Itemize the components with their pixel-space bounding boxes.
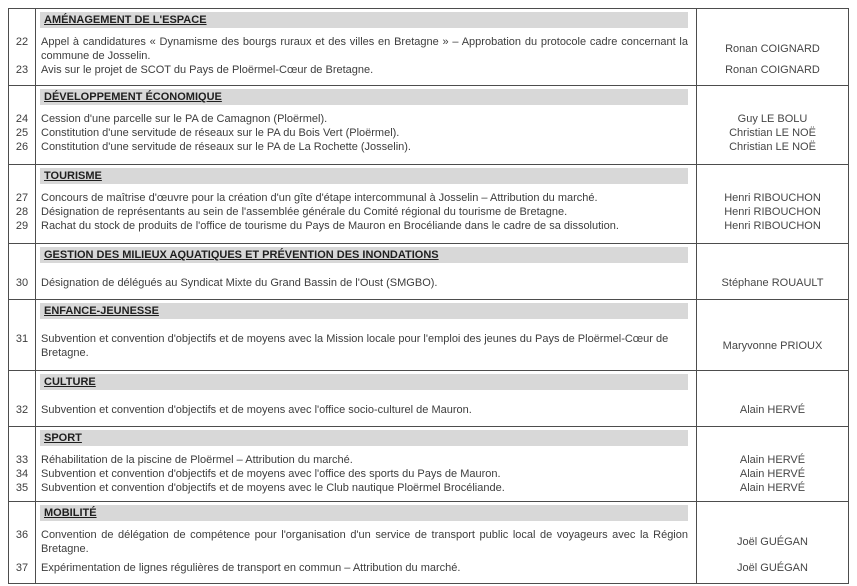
section-header-cell <box>36 427 696 453</box>
item-number: 27 <box>9 191 36 205</box>
item-rapporteur: Henri RIBOUCHON <box>696 205 848 219</box>
agenda-item-row <box>9 276 848 299</box>
item-text: Constitution d'une servitude de réseaux sur le PA de La Rochette (Josselin). <box>41 141 411 153</box>
section-header-row <box>9 86 848 112</box>
section-gestion-milieux-aquatiques <box>9 243 848 299</box>
section-developpement-economique <box>9 85 848 164</box>
item-rapporteur: Alain HERVÉ <box>696 481 848 501</box>
item-rapporteur: Henri RIBOUCHON <box>696 191 848 205</box>
agenda-table <box>8 8 849 584</box>
item-text: Subvention et convention d'objectifs et de moyens avec le Club nautique Ploërmel Brocéliande. <box>41 482 505 494</box>
rapporteur-column-spacer <box>696 300 848 332</box>
item-text: Réhabilitation de la piscine de Ploërmel – Attribution du marché. <box>41 454 353 466</box>
item-text: Subvention et convention d'objectifs et de moyens avec l'office socio-culturel de Mauron. <box>41 404 472 416</box>
section-header-cell <box>36 86 696 112</box>
item-number: 23 <box>9 63 36 85</box>
item-number: 33 <box>9 453 36 467</box>
section-header-cell <box>36 9 696 35</box>
number-column-spacer <box>9 502 36 528</box>
item-number: 31 <box>9 332 36 370</box>
item-text: Subvention et convention d'objectifs et de moyens avec la Mission locale pour l'emploi des jeunes du Pays de Ploërmel-Cœur de Bretagne. <box>41 333 669 359</box>
item-rapporteur: Joël GUÉGAN <box>696 528 848 556</box>
section-title: TOURISME <box>40 168 688 184</box>
item-text: Désignation de délégués au Syndicat Mixte du Grand Bassin de l'Oust (SMGBO). <box>41 277 438 289</box>
agenda-item-row <box>9 126 848 140</box>
agenda-item-row <box>9 35 848 63</box>
section-header-row <box>9 427 848 453</box>
item-text: Convention de délégation de compétence pour l'organisation d'un service de transport public local de voyageurs avec la Région Bretagne. <box>41 529 688 555</box>
section-tourisme <box>9 164 848 243</box>
agenda-item-row <box>9 112 848 126</box>
agenda-item-row <box>9 219 848 243</box>
item-number: 34 <box>9 467 36 481</box>
agenda-item-row <box>9 467 848 481</box>
section-title: DÉVELOPPEMENT ÉCONOMIQUE <box>40 89 688 105</box>
item-text: Avis sur le projet de SCOT du Pays de Ploërmel-Cœur de Bretagne. <box>41 64 374 76</box>
agenda-item-row <box>9 191 848 205</box>
section-title: CULTURE <box>40 374 688 390</box>
section-header-cell <box>36 371 696 403</box>
section-header-row <box>9 502 848 528</box>
item-number: 24 <box>9 112 36 126</box>
item-text: Rachat du stock de produits de l'office de tourisme du Pays de Mauron en Brocéliande dans le cadre de sa dissolution. <box>41 220 619 232</box>
section-header-cell <box>36 165 696 191</box>
item-number: 22 <box>9 35 36 63</box>
section-enfance-jeunesse <box>9 299 848 370</box>
item-number: 32 <box>9 403 36 426</box>
section-title: AMÉNAGEMENT DE L'ESPACE <box>40 12 688 28</box>
rapporteur-column-spacer <box>696 371 848 403</box>
number-column-spacer <box>9 244 36 276</box>
number-column-spacer <box>9 300 36 332</box>
section-culture <box>9 370 848 426</box>
agenda-item-row <box>9 556 848 583</box>
item-rapporteur: Alain HERVÉ <box>696 453 848 467</box>
item-rapporteur: Alain HERVÉ <box>696 403 848 426</box>
number-column-spacer <box>9 9 36 35</box>
section-title: MOBILITÉ <box>40 505 688 521</box>
section-header-row <box>9 371 848 403</box>
item-rapporteur: Alain HERVÉ <box>696 467 848 481</box>
item-rapporteur: Joël GUÉGAN <box>696 556 848 583</box>
agenda-item-row <box>9 403 848 426</box>
rapporteur-column-spacer <box>696 427 848 453</box>
section-title: ENFANCE-JEUNESSE <box>40 303 688 319</box>
section-header-cell <box>36 502 696 528</box>
rapporteur-column-spacer <box>696 502 848 528</box>
item-number: 28 <box>9 205 36 219</box>
section-header-row <box>9 244 848 276</box>
section-header-row <box>9 300 848 332</box>
item-rapporteur: Ronan COIGNARD <box>696 63 848 85</box>
item-number: 35 <box>9 481 36 501</box>
agenda-item-row <box>9 528 848 556</box>
section-mobilite <box>9 501 848 583</box>
agenda-item-row <box>9 332 848 370</box>
item-number: 36 <box>9 528 36 556</box>
rapporteur-column-spacer <box>696 86 848 112</box>
section-title: GESTION DES MILIEUX AQUATIQUES ET PRÉVENTION DES INONDATIONS <box>40 247 688 263</box>
number-column-spacer <box>9 165 36 191</box>
rapporteur-column-spacer <box>696 165 848 191</box>
item-number: 26 <box>9 140 36 164</box>
item-rapporteur: Maryvonne PRIOUX <box>696 332 848 370</box>
item-rapporteur: Ronan COIGNARD <box>696 35 848 63</box>
item-number: 30 <box>9 276 36 299</box>
item-rapporteur: Guy LE BOLU <box>696 112 848 126</box>
item-rapporteur: Christian LE NOË <box>696 140 848 164</box>
item-text: Constitution d'une servitude de réseaux sur le PA du Bois Vert (Ploërmel). <box>41 127 400 139</box>
number-column-spacer <box>9 86 36 112</box>
item-number: 29 <box>9 219 36 243</box>
number-column-spacer <box>9 427 36 453</box>
section-title: SPORT <box>40 430 688 446</box>
section-header-row <box>9 165 848 191</box>
agenda-item-row <box>9 453 848 467</box>
agenda-item-row <box>9 140 848 164</box>
section-header-row <box>9 9 848 35</box>
agenda-item-row <box>9 205 848 219</box>
item-text: Subvention et convention d'objectifs et de moyens avec l'office des sports du Pays de Mauron. <box>41 468 501 480</box>
number-column-spacer <box>9 371 36 403</box>
section-header-cell <box>36 244 696 276</box>
item-text: Cession d'une parcelle sur le PA de Camagnon (Ploërmel). <box>41 113 328 125</box>
item-text: Appel à candidatures « Dynamisme des bourgs ruraux et des villes en Bretagne » – Approbation du protocole cadre concernant la commune de Josselin. <box>41 36 688 62</box>
item-rapporteur: Christian LE NOË <box>696 126 848 140</box>
section-sport <box>9 426 848 501</box>
item-number: 25 <box>9 126 36 140</box>
agenda-item-row <box>9 481 848 501</box>
item-text: Expérimentation de lignes régulières de transport en commun – Attribution du marché. <box>41 562 461 574</box>
item-rapporteur: Stéphane ROUAULT <box>696 276 848 299</box>
section-header-cell <box>36 300 696 332</box>
item-rapporteur: Henri RIBOUCHON <box>696 219 848 243</box>
item-text: Concours de maîtrise d'œuvre pour la création d'un gîte d'étape intercommunal à Josselin – Attribution du marché. <box>41 192 598 204</box>
section-amenagement-de-l-espace <box>9 9 848 85</box>
rapporteur-column-spacer <box>696 244 848 276</box>
agenda-item-row <box>9 63 848 85</box>
rapporteur-column-spacer <box>696 9 848 35</box>
item-number: 37 <box>9 556 36 583</box>
item-text: Désignation de représentants au sein de l'assemblée générale du Comité régional du tourisme de Bretagne. <box>41 206 568 218</box>
